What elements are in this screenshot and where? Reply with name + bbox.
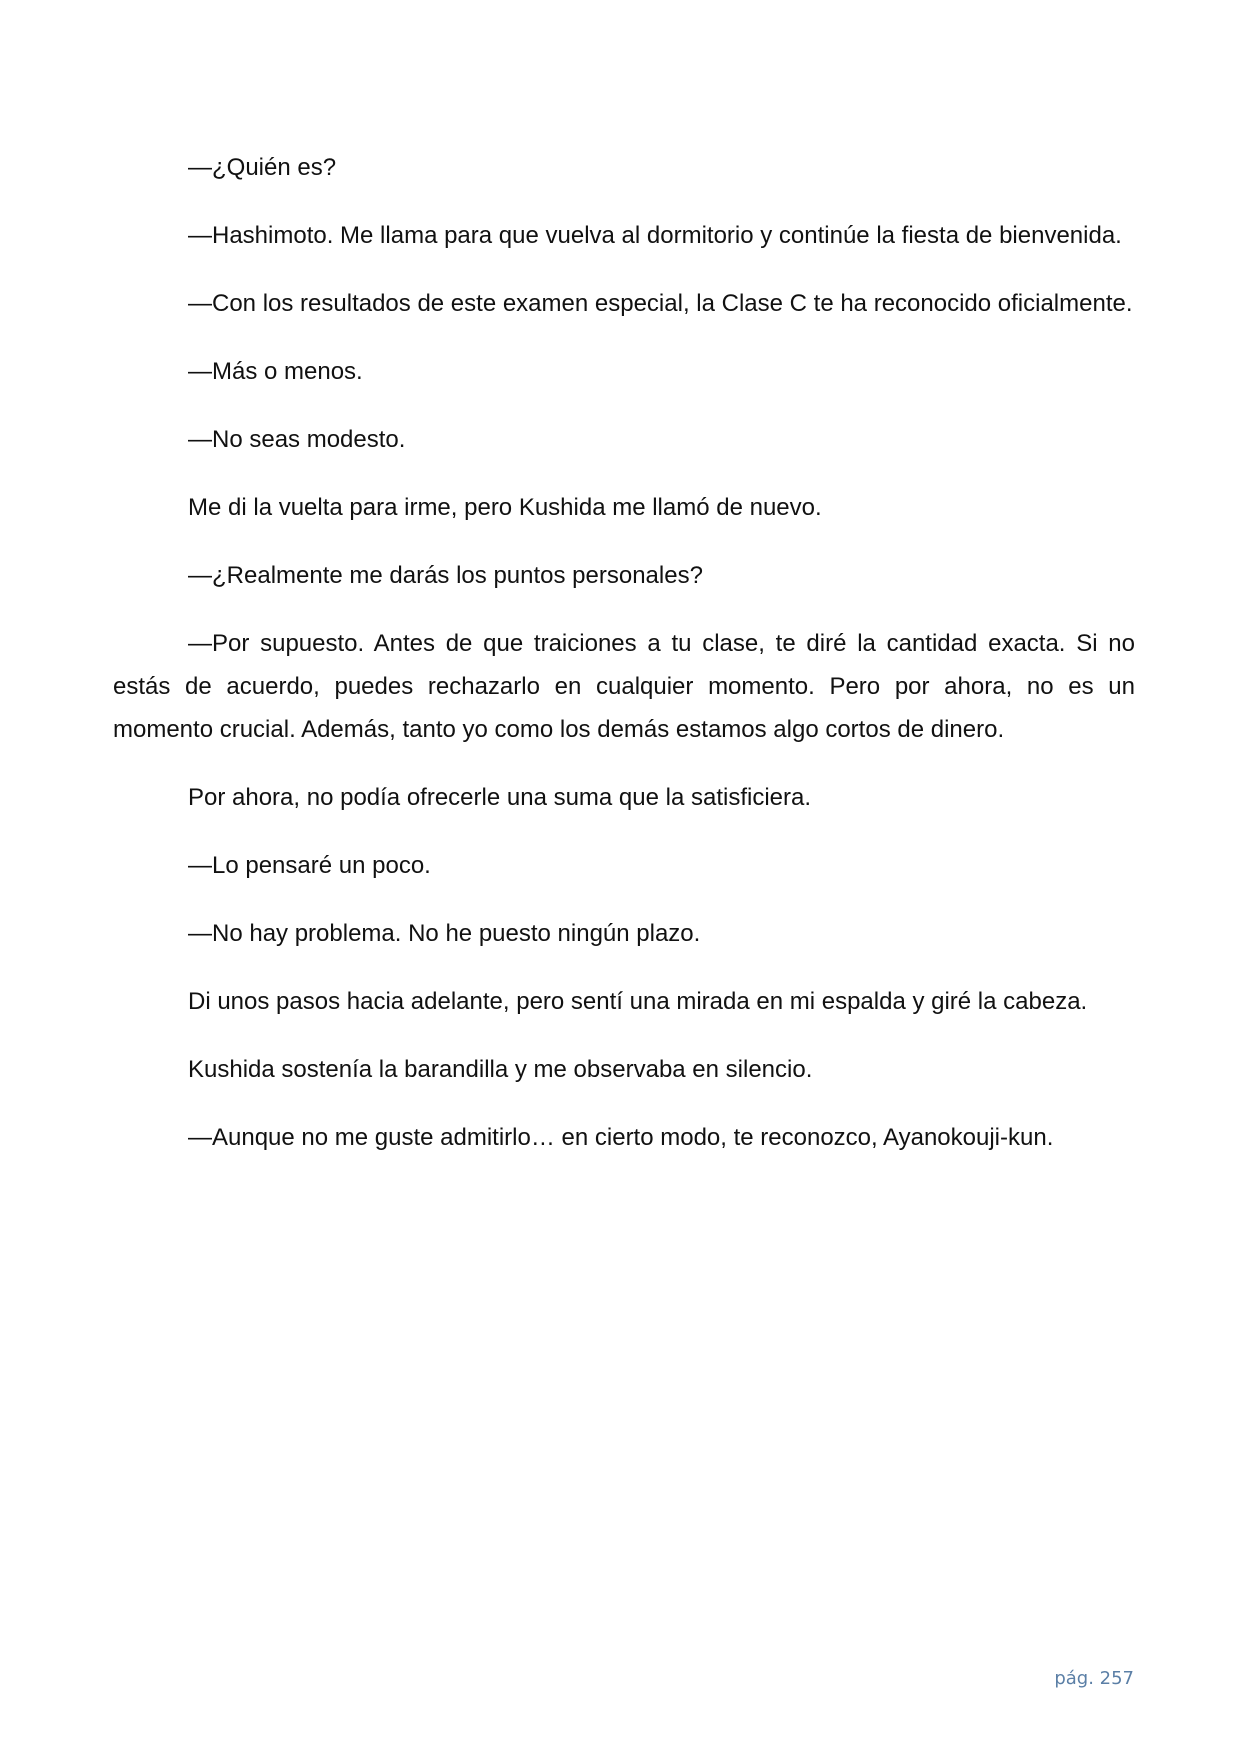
page-number: pág. 257 [1054, 1668, 1134, 1689]
text-body [113, 146, 1135, 1184]
paragraph: —¿Realmente me darás los puntos personales? [188, 562, 703, 589]
paragraph: —Lo pensaré un poco. [188, 852, 431, 879]
paragraph: —No seas modesto. [188, 426, 406, 453]
paragraph: Por ahora, no podía ofrecerle una suma que la satisficiera. [188, 784, 812, 811]
paragraph: —Por supuesto. Antes de que traiciones a tu clase, te diré la cantidad exacta. Si no estás de acuerdo, puedes rechazarlo en cualquier momento. Pero por ahora, no es un momento crucial. Además, tanto yo como los demás estamos algo cortos de dinero. [113, 630, 1135, 743]
paragraph: Kushida sostenía la barandilla y me observaba en silencio. [188, 1056, 813, 1083]
paragraph: Di unos pasos hacia adelante, pero sentí una mirada en mi espalda y giré la cabeza. [188, 988, 1088, 1015]
paragraph: —No hay problema. No he puesto ningún plazo. [188, 920, 701, 947]
paragraph: Me di la vuelta para irme, pero Kushida me llamó de nuevo. [188, 494, 822, 521]
paragraph: —¿Quién es? [188, 154, 337, 181]
paragraph: —Aunque no me guste admitirlo… en cierto modo, te reconozco, Ayanokouji-kun. [188, 1124, 1054, 1151]
paragraph: —Más o menos. [188, 358, 363, 385]
paragraph: —Hashimoto. Me llama para que vuelva al dormitorio y continúe la fiesta de bienvenida. [188, 222, 1122, 249]
paragraph: —Con los resultados de este examen especial, la Clase C te ha reconocido oficialmente. [188, 290, 1133, 317]
